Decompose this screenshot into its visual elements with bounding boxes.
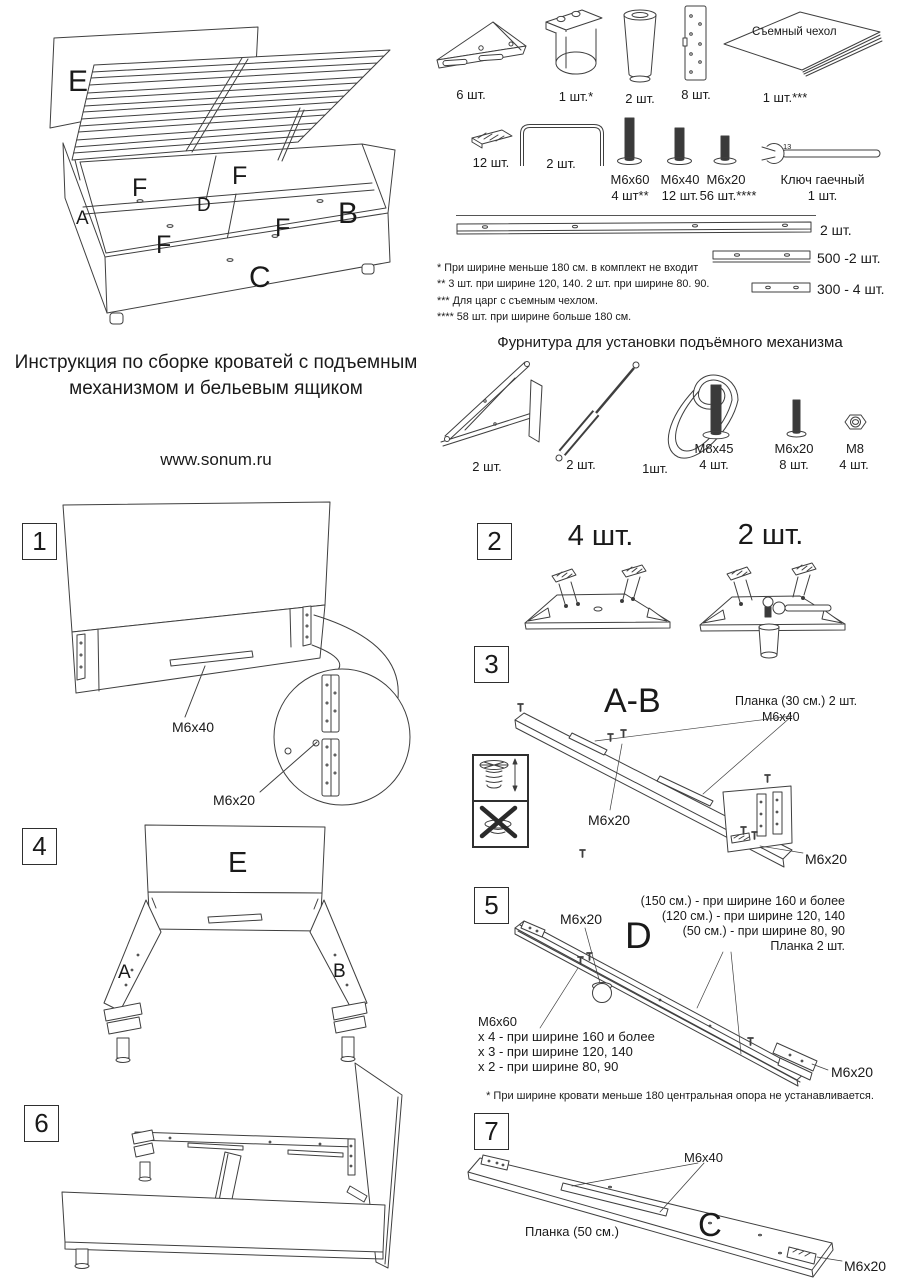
footnote-2: ** 3 шт. при ширине 120, 140. 2 шт. при ширине 80. 90.	[437, 278, 710, 290]
lift-bolt-m8x45-size: M8x45	[694, 441, 734, 456]
step-7-label-m6x20: M6x20	[844, 1258, 887, 1274]
lift-mechanism-icon	[435, 356, 550, 448]
nut-icon	[842, 412, 869, 432]
step-3-label-m6x20-end: M6x20	[805, 851, 848, 867]
part-bolt-m6x40	[666, 128, 694, 168]
footnote-4: **** 58 шт. при ширине больше 180 см.	[437, 311, 632, 323]
part-wrench	[760, 140, 885, 168]
wrench-size-mark: 13	[783, 142, 792, 151]
part-slat-500-qty: 500 -2 шт.	[817, 250, 881, 266]
step-4-label-a: A	[118, 962, 131, 983]
slat-icon	[455, 221, 815, 235]
part-u-bar-qty: 2 шт.	[546, 156, 576, 171]
step-5-number: 5	[474, 887, 509, 924]
overview-diagram	[20, 10, 440, 340]
overview-label-f2: F	[232, 162, 248, 190]
part-flat-plate	[678, 4, 714, 84]
step-5-label-d: D	[625, 915, 652, 956]
part-pad-qty: 12 шт.	[472, 155, 510, 170]
step-5-label-m6x20-top: M6x20	[560, 911, 603, 927]
page-title-line2: механизмом и бельевым ящиком	[69, 378, 363, 399]
page-title-line1: Инструкция по сборке кроватей с подъемным	[14, 352, 418, 373]
website-url: www.sonum.ru	[160, 450, 272, 469]
flat-plate-icon	[678, 4, 714, 84]
step-2-right-qty: 2 шт.	[737, 519, 804, 551]
overview-label-f4: F	[156, 231, 172, 259]
step-5-bolt-note-3: х 2 - при ширине 80, 90	[478, 1059, 619, 1074]
step-7-drawing	[460, 1095, 900, 1280]
step-3-plank-label: Планка (30 см.) 2 шт.	[735, 694, 858, 708]
part-bolt-m6x60-qty: 4 шт**	[611, 188, 649, 203]
part-wrench-qty: 1 шт.	[807, 188, 838, 203]
step-6-drawing	[20, 1040, 440, 1280]
removable-cover-icon	[720, 8, 888, 74]
lift-gas-strut	[548, 358, 643, 463]
overview-label-c: C	[249, 261, 271, 294]
overview-label-f1: F	[132, 174, 148, 202]
step-5-label-m6x20-end: M6x20	[831, 1064, 874, 1080]
pad-icon	[470, 128, 514, 152]
part-bolt-m6x60-size: M6x60	[610, 172, 650, 187]
part-slat-500	[712, 249, 812, 263]
step-1-diagram	[20, 495, 440, 840]
bed-overview-drawing	[20, 10, 440, 340]
step-4-number: 4	[22, 828, 57, 865]
lift-mechanism	[435, 356, 550, 448]
part-bolt-m6x60	[616, 118, 644, 168]
step-5-footnote: * При ширине кровати меньше 180 центральная опора не устанавливается.	[486, 1090, 874, 1102]
lift-bolt-m6x20-size: M6x20	[774, 441, 814, 456]
lift-nut-m8-size: M8	[845, 441, 865, 456]
overview-label-d: D	[197, 195, 211, 216]
overview-label-a: A	[76, 208, 89, 229]
leg-icon	[615, 6, 665, 88]
bolt-icon	[786, 400, 808, 440]
gas-strut-icon	[548, 358, 643, 463]
part-wrench-label: Ключ гаечный	[780, 172, 865, 187]
part-removable-cover-label: Съемный чехол	[752, 26, 837, 38]
wrench-icon	[760, 140, 885, 168]
footnote-1: * При ширине меньше 180 см. в комплект не входит	[437, 262, 699, 274]
part-slat-long	[455, 221, 815, 235]
step-3-diagram	[460, 640, 900, 885]
step-3-drawing	[460, 640, 900, 885]
lift-gas-strut-qty: 2 шт.	[566, 457, 596, 472]
overview-label-f3: F	[275, 214, 291, 242]
overview-label-b: B	[338, 197, 359, 230]
bolt-icon	[713, 136, 739, 168]
part-flat-plate-qty: 8 шт.	[681, 87, 711, 102]
step-6-diagram	[20, 1040, 440, 1280]
part-center-leg-bracket	[542, 6, 610, 84]
step-5-bolt-head: M6x60	[478, 1014, 518, 1029]
step-5-size-note-2: (120 см.) - при ширине 120, 140	[661, 909, 845, 923]
divider-line	[456, 215, 816, 216]
slat-icon	[712, 249, 812, 263]
step-3-title: A-B	[604, 682, 661, 720]
lift-hardware-heading: Фурнитура для установки подъёмного механизма	[497, 334, 843, 351]
part-center-leg-bracket-qty: 1 шт.*	[558, 89, 594, 104]
lift-nut-m8	[842, 412, 869, 432]
step-4-label-b: B	[333, 961, 346, 982]
step-1-number: 1	[22, 523, 57, 560]
step-5-size-note-4: Планка 2 шт.	[770, 939, 845, 953]
part-corner-bracket-qty: 6 шт.	[456, 87, 486, 102]
part-bolt-m6x40-qty: 12 шт.	[661, 188, 699, 203]
part-removable-cover-qty: 1 шт.***	[762, 90, 808, 105]
step-1-label-m6x40: M6x40	[172, 719, 215, 735]
step-3-label-m6x40: M6x40	[762, 710, 800, 724]
step-7-diagram	[460, 1095, 900, 1280]
step-1-drawing	[20, 495, 440, 840]
step-3-label-m6x20-mid: M6x20	[588, 812, 631, 828]
part-corner-bracket	[433, 18, 533, 83]
step-3-number: 3	[474, 646, 509, 683]
footnote-3: *** Для царг с съемным чехлом.	[437, 295, 598, 307]
part-pad	[470, 128, 514, 152]
lift-strap-qty: 1шт.	[642, 461, 668, 476]
step-5-bolt-note-2: х 3 - при ширине 120, 140	[478, 1044, 633, 1059]
lift-mechanism-qty: 2 шт.	[472, 459, 502, 474]
bolt-icon	[616, 118, 644, 168]
step-7-label-c: C	[698, 1206, 722, 1243]
part-removable-cover	[720, 8, 888, 74]
step-2-number: 2	[477, 523, 512, 560]
step-4-label-e: E	[228, 847, 248, 879]
step-2-left-qty: 4 шт.	[567, 520, 634, 552]
lift-bolt-m8x45-qty: 4 шт.	[699, 457, 729, 472]
corner-bracket-icon	[433, 18, 533, 83]
part-leg	[615, 6, 665, 88]
part-slat-300-qty: 300 - 4 шт.	[817, 281, 885, 297]
overview-label-e: E	[68, 65, 89, 98]
step-7-number: 7	[474, 1113, 509, 1150]
part-bolt-m6x20	[713, 136, 739, 168]
part-slat-300	[751, 280, 813, 295]
step-5-size-note-3: (50 см.) - при ширине 80, 90	[682, 924, 845, 938]
lift-bolt-m8x45	[702, 385, 730, 441]
part-bolt-m6x40-size: M6x40	[660, 172, 700, 187]
step-6-number: 6	[24, 1105, 59, 1142]
part-bolt-m6x20-qty: 56 шт.****	[699, 188, 757, 203]
part-leg-qty: 2 шт.	[625, 91, 655, 106]
slat-icon	[751, 280, 813, 295]
lift-nut-m8-qty: 4 шт.	[839, 457, 869, 472]
step-7-label-m6x40: M6x40	[684, 1150, 724, 1165]
lift-bolt-m6x20	[786, 400, 808, 440]
bolt-icon	[702, 385, 730, 441]
part-slat-long-qty: 2 шт.	[820, 222, 852, 238]
step-5-bolt-note-1: х 4 - при ширине 160 и более	[478, 1029, 655, 1044]
center-leg-bracket-icon	[542, 6, 610, 84]
bolt-icon	[666, 128, 694, 168]
step-1-label-m6x20: M6x20	[213, 792, 256, 808]
step-5-size-note-1: (150 см.) - при ширине 160 и более	[640, 894, 845, 908]
step-7-plank-label: Планка (50 см.)	[525, 1224, 619, 1239]
part-bolt-m6x20-size: M6x20	[706, 172, 746, 187]
lift-bolt-m6x20-qty: 8 шт.	[779, 457, 809, 472]
